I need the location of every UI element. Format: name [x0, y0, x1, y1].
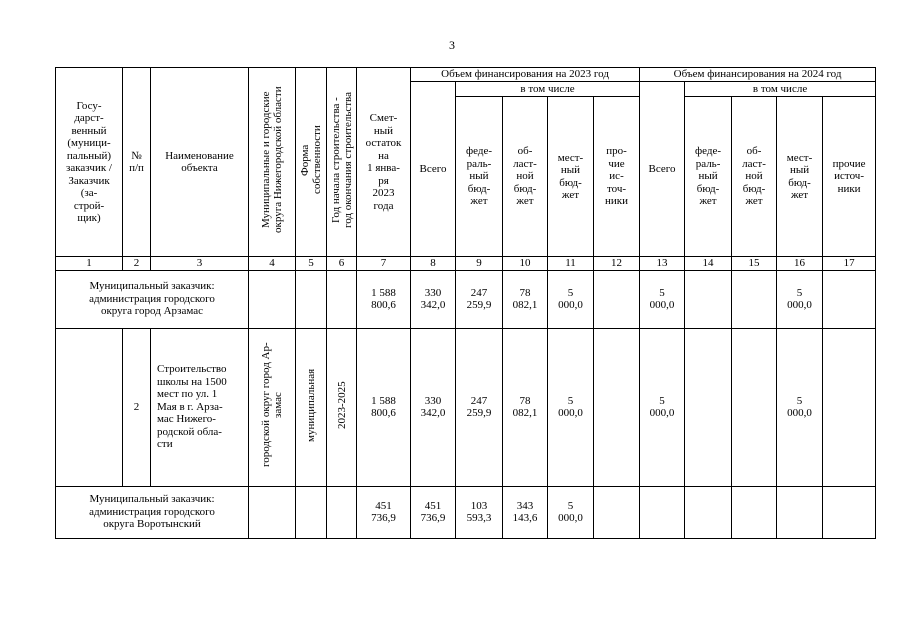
header-local-2023: мест- ный бюд- жет: [548, 97, 594, 257]
header-other-2024: прочие источ- ники: [823, 97, 876, 257]
table-cell: [249, 270, 296, 328]
local-2024-cell: 5 000,0: [777, 270, 823, 328]
customer-name: Муниципальный заказчик: администрация городского округа Воротынский: [56, 486, 249, 538]
header-fin-2023: Объем финансирования на 2023 год: [411, 68, 640, 82]
header-federal-2023: феде- раль- ный бюд- жет: [456, 97, 503, 257]
table-cell: [56, 328, 123, 486]
header-municipality-text: Муниципальные и городские округа Нижегородской области: [260, 86, 284, 234]
local-2024-cell: 5 000,0: [777, 328, 823, 486]
column-number: 6: [327, 257, 357, 271]
federal-2023-cell: 247 259,9: [456, 270, 503, 328]
column-number: 3: [151, 257, 249, 271]
ownership-cell: [296, 328, 327, 486]
table-cell: [296, 486, 327, 538]
column-number: 8: [411, 257, 456, 271]
column-number: 5: [296, 257, 327, 271]
table-row: [56, 270, 876, 328]
regional-2023-cell: 343 143,6: [503, 486, 548, 538]
regional-2024-cell: [732, 270, 777, 328]
header-municipality: [249, 68, 296, 257]
header-other-2023: про- чие ис- точ- ники: [594, 97, 640, 257]
total-2023-cell: 330 342,0: [411, 270, 456, 328]
column-number: 17: [823, 257, 876, 271]
total-2024-cell: [640, 486, 685, 538]
header-including-2024: в том числе: [685, 82, 876, 97]
header-total-2024: Всего: [640, 82, 685, 257]
local-2023-cell: 5 000,0: [548, 328, 594, 486]
table-cell: [327, 486, 357, 538]
header-ownership: [296, 68, 327, 257]
table-row: [56, 328, 876, 486]
other-2023-cell: [594, 328, 640, 486]
header-years-text: Год начала строительства - год окончания строительства: [329, 92, 354, 229]
column-number: 9: [456, 257, 503, 271]
page-number: 3: [449, 38, 455, 52]
header-fin-2024: Объем финансирования на 2024 год: [640, 68, 876, 82]
column-number: 7: [357, 257, 411, 271]
federal-2023-cell: 103 593,3: [456, 486, 503, 538]
years-text: 2023-2025: [335, 381, 348, 430]
header-federal-2024: феде- раль- ный бюд- жет: [685, 97, 732, 257]
row-number-cell: 2: [123, 328, 151, 486]
federal-2024-cell: [685, 486, 732, 538]
column-number: 10: [503, 257, 548, 271]
column-number: 16: [777, 257, 823, 271]
column-number: 12: [594, 257, 640, 271]
table-cell: [296, 270, 327, 328]
header-regional-2023: об- ласт- ной бюд- жет: [503, 97, 548, 257]
local-2023-cell: 5 000,0: [548, 270, 594, 328]
ownership-text: муниципальная: [305, 368, 317, 442]
local-2024-cell: [777, 486, 823, 538]
column-number-row: [56, 257, 876, 271]
header-ownership-text: Форма собственности: [299, 125, 323, 195]
column-number: 2: [123, 257, 151, 271]
other-2023-cell: [594, 486, 640, 538]
header-regional-2024: об- ласт- ной бюд- жет: [732, 97, 777, 257]
federal-2024-cell: [685, 328, 732, 486]
financing-table: [55, 67, 876, 539]
header-local-2024: мест- ный бюд- жет: [777, 97, 823, 257]
customer-name: Муниципальный заказчик: администрация городского округа город Арзамас: [56, 270, 249, 328]
column-number: 11: [548, 257, 594, 271]
header-customer: Госу- дарст- венный (муници- пальный) заказчик / Заказчик (за- строй- щик): [56, 68, 123, 257]
other-2024-cell: [823, 328, 876, 486]
municipality-text: городской округ город Ар- замас: [260, 342, 284, 468]
total-2024-cell: 5 000,0: [640, 328, 685, 486]
other-2024-cell: [823, 486, 876, 538]
municipality-cell: [249, 328, 296, 486]
object-name-cell: Строительство школы на 1500 мест по ул. 1 Мая в г. Арза- мас Нижего- родской обла- сти: [151, 328, 249, 486]
header-total-2023: Всего: [411, 82, 456, 257]
table-row: [56, 486, 876, 538]
header-object-name: Наименование объекта: [151, 68, 249, 257]
balance-cell: 451 736,9: [357, 486, 411, 538]
other-2023-cell: [594, 270, 640, 328]
federal-2024-cell: [685, 270, 732, 328]
column-number: 15: [732, 257, 777, 271]
total-2023-cell: 330 342,0: [411, 328, 456, 486]
years-cell: [327, 328, 357, 486]
table-cell: [249, 486, 296, 538]
local-2023-cell: 5 000,0: [548, 486, 594, 538]
total-2023-cell: 451 736,9: [411, 486, 456, 538]
column-number: 14: [685, 257, 732, 271]
total-2024-cell: 5 000,0: [640, 270, 685, 328]
regional-2023-cell: 78 082,1: [503, 270, 548, 328]
column-number: 1: [56, 257, 123, 271]
column-number: 13: [640, 257, 685, 271]
regional-2024-cell: [732, 328, 777, 486]
column-number: 4: [249, 257, 296, 271]
header-years: [327, 68, 357, 257]
header-row-1: [56, 68, 876, 82]
balance-cell: 1 588 800,6: [357, 270, 411, 328]
balance-cell: 1 588 800,6: [357, 328, 411, 486]
table-cell: [327, 270, 357, 328]
header-number: № п/п: [123, 68, 151, 257]
regional-2024-cell: [732, 486, 777, 538]
regional-2023-cell: 78 082,1: [503, 328, 548, 486]
other-2024-cell: [823, 270, 876, 328]
header-including-2023: в том числе: [456, 82, 640, 97]
federal-2023-cell: 247 259,9: [456, 328, 503, 486]
header-balance: Смет- ный остаток на 1 янва- ря 2023 года: [357, 68, 411, 257]
